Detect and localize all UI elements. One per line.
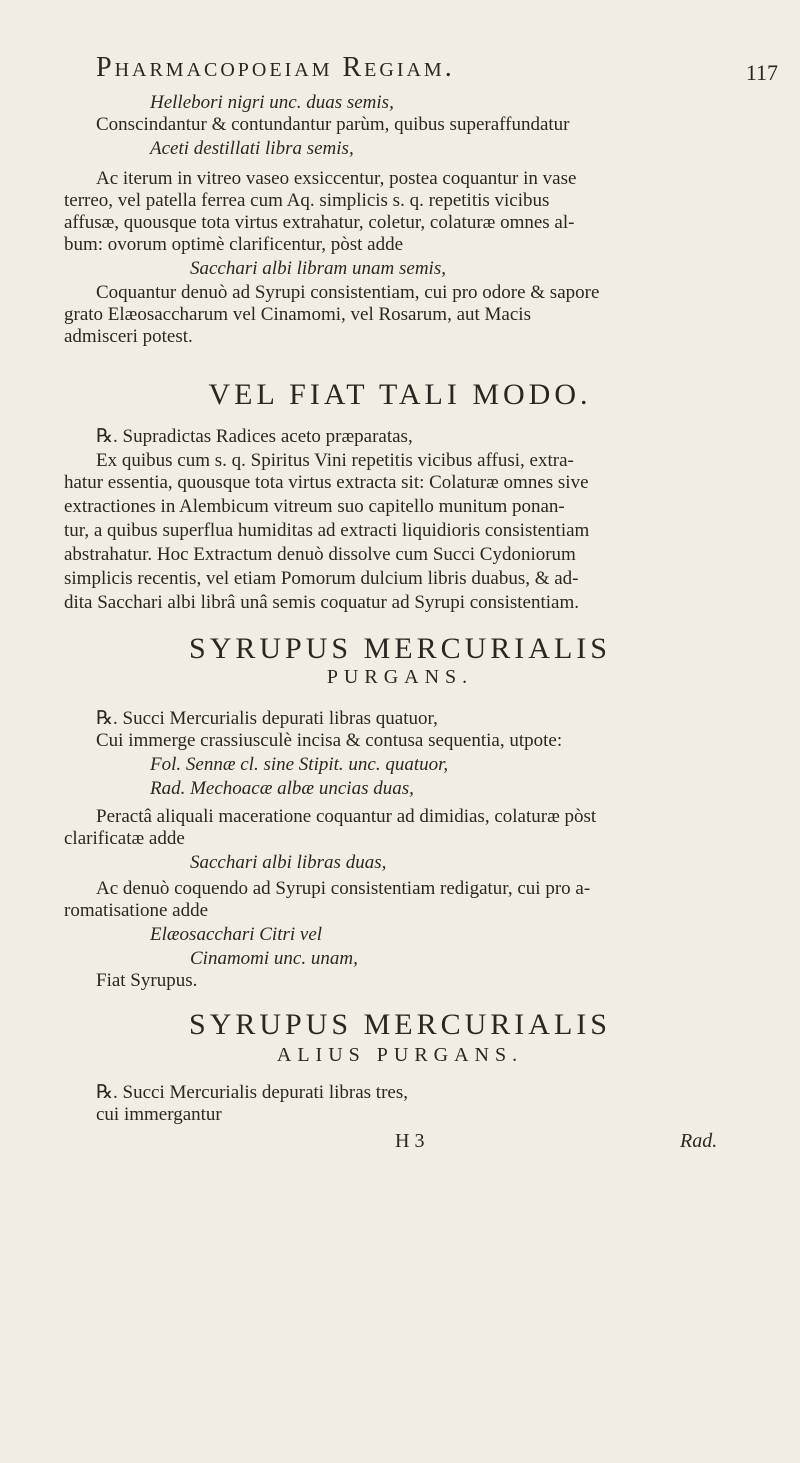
text-line: hatur essentia, quousque tota virtus extracta sit: Colaturæ omnes sive — [64, 472, 589, 493]
section-heading: SYRUPUS MERCURIALIS — [189, 632, 611, 665]
section-subheading: ALIUS PURGANS. — [276, 1044, 524, 1066]
section-subheading: PURGANS. — [326, 666, 474, 688]
text-line: admisceri potest. — [64, 326, 193, 347]
text-line: bum: ovorum optimè clarificentur, pòst adde — [64, 234, 404, 255]
text-line: Ac denuò coquendo ad Syrupi consistentiam redigatur, cui pro a- — [96, 878, 591, 899]
text-line: clarificatæ adde — [64, 828, 185, 849]
text-line: simplicis recentis, vel etiam Pomorum dulcium libris duabus, & ad- — [64, 568, 579, 589]
text-line: tur, a quibus superflua humiditas ad extracti liquidioris consistentiam — [64, 520, 590, 541]
catchword: Rad. — [680, 1130, 718, 1152]
running-head: Pharmacopoeiam Regiam. — [96, 52, 455, 83]
text-line: extractiones in Alembicum vitreum suo capitello munitum ponan- — [64, 496, 565, 517]
text-line: Sacchari albi libram unam semis, — [190, 258, 446, 279]
signature-mark: H 3 — [395, 1130, 425, 1152]
text-line: terreo, vel patella ferrea cum Aq. simplicis s. q. repetitis vicibus — [64, 190, 550, 211]
text-line: cui immergantur — [96, 1104, 222, 1125]
text-line: Aceti destillati libra semis, — [150, 138, 354, 159]
text-line: Ex quibus cum s. q. Spiritus Vini repetitis vicibus affusi, extra- — [96, 450, 574, 471]
text-line: Sacchari albi libras duas, — [190, 852, 387, 873]
text-line: Coquantur denuò ad Syrupi consistentiam, cui pro odore & sapore — [96, 282, 600, 303]
text-line: Ac iterum in vitreo vaseo exsiccentur, postea coquantur in vase — [96, 168, 577, 189]
section-heading: VEL FIAT TALI MODO. — [208, 378, 592, 411]
text-line: Cinamomi unc. unam, — [190, 948, 358, 969]
page-number: 117 — [745, 60, 778, 85]
text-line: Fiat Syrupus. — [96, 970, 198, 991]
section-heading: SYRUPUS MERCURIALIS — [189, 1008, 611, 1041]
page-header — [96, 52, 778, 92]
text-line: Conscindantur & contundantur parùm, quibus superaffundatur — [96, 114, 570, 135]
text-line: grato Elæosaccharum vel Cinamomi, vel Rosarum, aut Macis — [64, 304, 531, 325]
text-line: Elæosacchari Citri vel — [150, 924, 323, 945]
text-line: ℞. Supradictas Radices aceto præparatas, — [96, 426, 413, 447]
text-line: abstrahatur. Hoc Extractum denuò dissolve cum Succi Cydoniorum — [64, 544, 576, 565]
text-line: Hellebori nigri unc. duas semis, — [150, 92, 394, 113]
text-line: Rad. Mechoacæ albæ uncias duas, — [150, 778, 414, 799]
text-line: Peractâ aliquali maceratione coquantur ad dimidias, colaturæ pòst — [96, 806, 597, 827]
text-line: Fol. Sennæ cl. sine Stipit. unc. quatuor, — [150, 754, 449, 775]
text-line: dita Sacchari albi librâ unâ semis coquatur ad Syrupi consistentiam. — [64, 592, 579, 613]
text-line: affusæ, quousque tota virtus extrahatur, coletur, colaturæ omnes al- — [64, 212, 575, 233]
text-line: ℞. Succi Mercurialis depurati libras quatuor, — [96, 708, 438, 729]
text-line: romatisatione adde — [64, 900, 209, 921]
text-line: Cui immerge crassiusculè incisa & contusa sequentia, utpote: — [96, 730, 563, 751]
text-line: ℞. Succi Mercurialis depurati libras tres, — [96, 1082, 408, 1103]
